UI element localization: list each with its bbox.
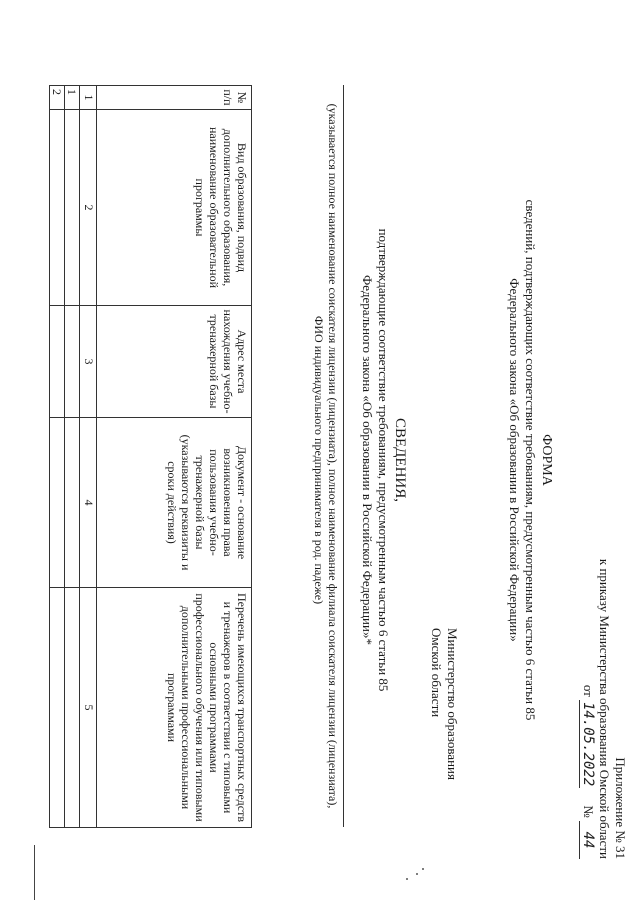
doc-title: СВЕДЕНИЯ, [392, 418, 408, 502]
table-row [50, 86, 65, 828]
table-header-row [97, 86, 252, 828]
header-number: № п/п [97, 86, 252, 110]
appendix-date-line [579, 685, 596, 859]
form-title: ФОРМА [539, 434, 554, 486]
doc-title-line2: Федерального закона «Об образовании в Российской Федерации»* [360, 275, 375, 645]
scan-speck [422, 868, 424, 870]
header-vehicles: Перечень имеющихся транспортных средств и тренажеров в соответствии с типовыми основными программами профессионального обучения или типовыми дополнительными профессиональными программами [97, 588, 252, 828]
table-cell [50, 418, 65, 588]
form-caption-line2: Федерального закона «Об образовании в Российской Федерации» [507, 278, 522, 642]
data-table [49, 85, 252, 828]
note-line1: (указывается полное наименование соискателя лицензии (лицензиата), полное наименование филиала соискателя лицензии (лицензиата), [326, 103, 340, 809]
footnote-separator [34, 845, 35, 900]
handwritten-date: 14.05.2022 [580, 701, 596, 787]
scan-speck [416, 873, 418, 875]
table-cell [65, 110, 80, 306]
table-column-numbers [80, 86, 97, 828]
column-number-3: 3 [80, 306, 97, 418]
table-row [65, 86, 80, 828]
header-address: Адрес места нахождения учебно-тренажерной базы [97, 306, 252, 418]
table-cell: 2 [50, 86, 65, 110]
form-caption-line1: сведений, подтверждающих соответствие требованиям, предусмотренным частью 6 статьи 85 [523, 199, 538, 721]
header-document: Документ - основание возникновения права пользования учебно-тренажерной базы (указываются реквизиты и сроки действия) [97, 418, 252, 588]
number-label: № [581, 805, 596, 818]
from-label: от [581, 684, 596, 697]
column-number-2: 2 [80, 110, 97, 306]
appendix-number: Приложение № 31 [613, 757, 628, 859]
appendix-order-line: к приказу Министерства образования Омской области [597, 558, 612, 859]
table-cell [65, 588, 80, 828]
table-cell [50, 306, 65, 418]
table-cell [65, 418, 80, 588]
table-cell [65, 306, 80, 418]
column-number-5: 5 [80, 588, 97, 828]
addressee-line1: Министерство образования [445, 628, 460, 780]
addressee-line2: Омской области [429, 628, 444, 718]
scan-speck [406, 878, 408, 880]
column-number-1: 1 [80, 86, 97, 110]
header-program: Вид образования, подвид дополнительного образования, наименование образовательной программы [97, 110, 252, 306]
table-cell: 1 [65, 86, 80, 110]
table-cell [50, 588, 65, 828]
note-line2: ФИО индивидуального предпринимателя в род. падеже) [312, 315, 326, 605]
handwritten-number: 44 [579, 821, 595, 859]
column-number-4: 4 [80, 418, 97, 588]
fill-line [343, 85, 344, 827]
doc-title-line1: подтверждающие соответствие требованиям, предусмотренным частью 6 статьи 85 [376, 228, 391, 692]
table-cell [50, 110, 65, 306]
